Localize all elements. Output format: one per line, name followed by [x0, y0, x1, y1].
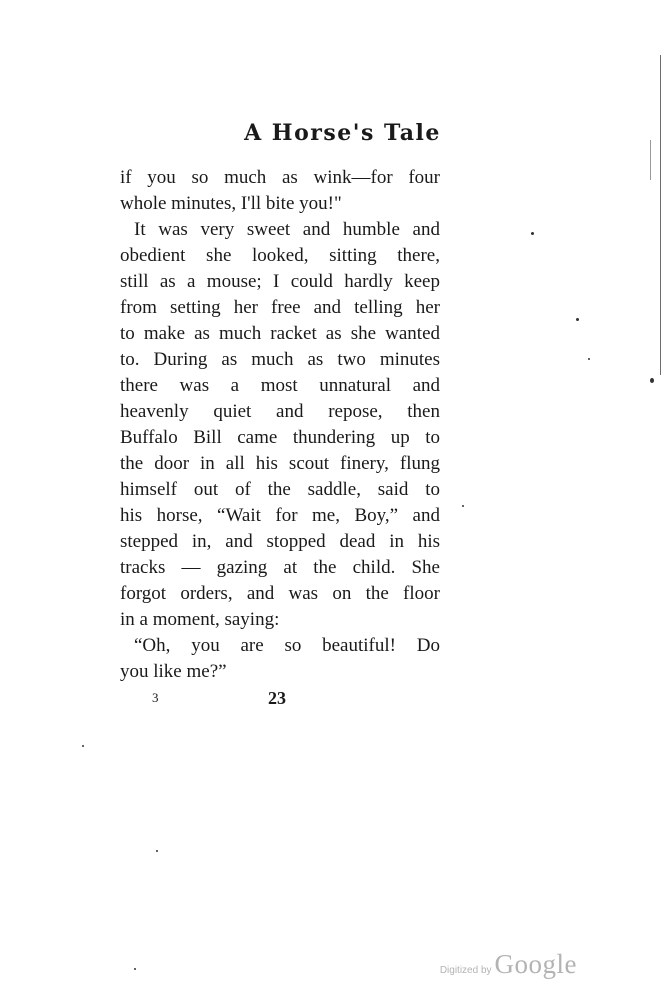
ink-speck [531, 232, 534, 235]
body-text [120, 165, 440, 685]
watermark-prefix: Digitized by [439, 965, 492, 976]
text-line: if you so much as wink—for four [120, 167, 440, 188]
text-line: you like me?” [120, 661, 227, 682]
text-line: tracks — gazing at the child. She [120, 557, 440, 578]
ink-speck [82, 745, 84, 747]
text-line: to make as much racket as she wanted [120, 323, 440, 344]
text-line: in a moment, saying: [120, 609, 280, 630]
ink-speck [576, 318, 579, 321]
google-logo: Google [494, 949, 577, 979]
text-line: forgot orders, and was on the floor [120, 583, 440, 604]
text-line: stepped in, and stopped dead in his [120, 531, 440, 552]
text-line: the door in all his scout finery, flung [120, 453, 440, 474]
text-line: himself out of the saddle, said to [120, 479, 440, 500]
signature-mark: 3 [152, 690, 159, 705]
text-line: It was very sweet and humble and [134, 219, 440, 240]
text-line: whole minutes, I'll bite you!" [120, 193, 342, 214]
ink-speck [462, 505, 464, 507]
text-line: obedient she looked, sitting there, [120, 245, 440, 266]
text-line: still as a mouse; I could hardly keep [120, 271, 440, 292]
ink-speck [156, 850, 158, 852]
page-number: 23 [268, 688, 286, 708]
ink-speck [650, 378, 654, 383]
text-line: to. During as much as two minutes [120, 349, 440, 370]
digitized-watermark [440, 949, 577, 980]
page-edge-line [650, 140, 651, 180]
running-head: A Horse's Tale [244, 120, 441, 146]
text-line: Buffalo Bill came thundering up to [120, 427, 440, 448]
text-line: his horse, “Wait for me, Boy,” and [120, 505, 440, 526]
page-edge-line [660, 55, 661, 375]
text-line: “Oh, you are so beautiful! Do [134, 635, 440, 656]
ink-speck [134, 968, 136, 970]
text-line: from setting her free and telling her [120, 297, 440, 318]
ink-speck [588, 358, 590, 360]
text-line: there was a most unnatural and [120, 375, 440, 396]
text-line: heavenly quiet and repose, then [120, 401, 440, 422]
